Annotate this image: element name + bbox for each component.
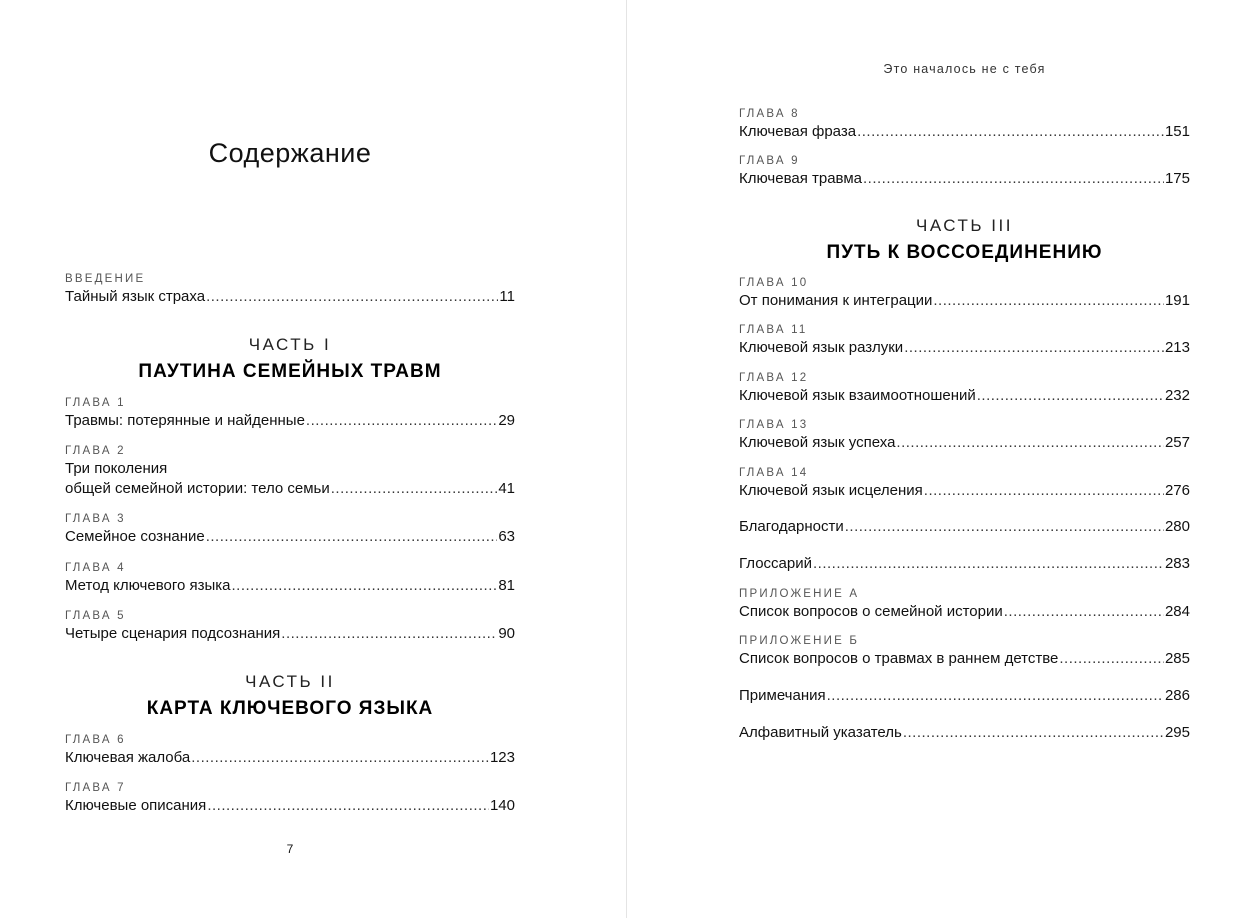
dot-leader: [977, 386, 1164, 406]
toc-row: [65, 748, 515, 768]
toc-entry-chapter-9: [739, 153, 1190, 189]
entry-label: ГЛАВА 9: [739, 155, 800, 167]
entry-title: Ключевая жалоба: [65, 749, 191, 766]
dot-leader: [207, 796, 489, 816]
dot-leader: [281, 624, 497, 644]
toc-entry-chapter-1: [65, 395, 515, 431]
entry-title: Ключевая травма: [739, 170, 863, 187]
entry-page: 140: [489, 797, 515, 814]
dot-leader: [191, 748, 489, 768]
dot-leader: [206, 527, 498, 547]
entry-title: Примечания: [739, 687, 826, 704]
entry-page: 29: [498, 412, 515, 429]
entry-title: общей семейной истории: тело семьи: [65, 480, 330, 497]
entry-page: 286: [1164, 687, 1190, 704]
entry-label: ГЛАВА 5: [65, 610, 126, 622]
entry-title: Четыре сценария подсознания: [65, 625, 281, 642]
toc-entry-chapter-14: [739, 465, 1190, 501]
dot-leader: [1004, 602, 1164, 622]
toc-row: [739, 649, 1190, 669]
entry-page: 276: [1164, 482, 1190, 499]
entry-page: 41: [498, 480, 515, 497]
dot-leader: [827, 686, 1164, 706]
dot-leader: [896, 433, 1164, 453]
entry-page: 63: [498, 528, 515, 545]
toc-row: [739, 291, 1190, 311]
running-head: Это началось не с тебя: [883, 62, 1046, 76]
dot-leader: [903, 723, 1164, 743]
part-label: ЧАСТЬ I: [248, 335, 332, 354]
entry-title: Благодарности: [739, 518, 844, 535]
toc-row: [65, 527, 515, 547]
entry-page: 280: [1164, 518, 1190, 535]
toc-entry-appendix-b: [739, 633, 1190, 669]
entry-title: Список вопросов о семейной истории: [739, 603, 1003, 620]
toc-entry-chapter-4: [65, 560, 515, 596]
page-number: 7: [286, 842, 294, 856]
entry-title: Тайный язык страха: [65, 288, 206, 305]
dot-leader: [1059, 649, 1164, 669]
entry-page: 257: [1164, 434, 1190, 451]
entry-page: 90: [498, 625, 515, 642]
entry-page: 285: [1164, 650, 1190, 667]
toc-row: [739, 338, 1190, 358]
entry-title: Ключевые описания: [65, 797, 207, 814]
dot-leader: [933, 291, 1164, 311]
entry-title: Ключевой язык исцеления: [739, 482, 923, 499]
right-page: [627, 0, 1252, 918]
toc-entry-chapter-11: [739, 322, 1190, 358]
dot-leader: [306, 411, 497, 431]
entry-title: Метод ключевого языка: [65, 577, 231, 594]
dot-leader: [232, 576, 498, 596]
toc-row: [65, 287, 515, 307]
entry-label: ГЛАВА 2: [65, 445, 126, 457]
toc-entry-notes: [739, 686, 1190, 706]
entry-label: ГЛАВА 1: [65, 397, 126, 409]
entry-page: 295: [1164, 724, 1190, 741]
toc-row: [739, 554, 1190, 574]
entry-label: ПРИЛОЖЕНИЕ Б: [739, 635, 860, 647]
part-label: ЧАСТЬ III: [916, 216, 1013, 235]
part-title: ПАУТИНА СЕМЕЙНЫХ ТРАВМ: [138, 361, 442, 382]
entry-title: Ключевой язык взаимоотношений: [739, 387, 976, 404]
entry-title: Ключевая фраза: [739, 123, 857, 140]
dot-leader: [331, 479, 498, 499]
toc-row: [739, 386, 1190, 406]
dot-leader: [857, 122, 1164, 142]
entry-page: 81: [498, 577, 515, 594]
entry-label: ГЛАВА 6: [65, 734, 126, 746]
entry-page: 191: [1164, 292, 1190, 309]
toc-entry-appendix-a: [739, 586, 1190, 622]
entry-page: 284: [1164, 603, 1190, 620]
part-title: ПУТЬ К ВОССОЕДИНЕНИЮ: [826, 242, 1103, 263]
part-label: ЧАСТЬ II: [245, 672, 335, 691]
entry-label: ГЛАВА 7: [65, 782, 126, 794]
toc-row: [65, 796, 515, 816]
entry-title: Список вопросов о травмах в раннем детстве: [739, 650, 1059, 667]
entry-label: ГЛАВА 4: [65, 562, 126, 574]
entry-page: 123: [489, 749, 515, 766]
dot-leader: [206, 287, 498, 307]
entry-label: ГЛАВА 13: [739, 419, 809, 431]
toc-entry-chapter-8: [739, 106, 1190, 142]
toc-row: [739, 169, 1190, 189]
entry-title: Травмы: потерянные и найденные: [65, 412, 305, 429]
entry-label: ГЛАВА 12: [739, 372, 809, 384]
toc-row: [739, 122, 1190, 142]
toc-entry-chapter-13: [739, 417, 1190, 453]
part-title: КАРТА КЛЮЧЕВОГО ЯЗЫКА: [146, 698, 434, 719]
entry-page: 232: [1164, 387, 1190, 404]
toc-entry-chapter-6: [65, 732, 515, 768]
entry-title: От понимания к интеграции: [739, 292, 933, 309]
entry-label: ГЛАВА 10: [739, 277, 809, 289]
entry-title: Ключевой язык разлуки: [739, 339, 904, 356]
dot-leader: [813, 554, 1164, 574]
toc-entry-intro: [65, 271, 515, 307]
toc-row: [65, 411, 515, 431]
entry-page: 213: [1164, 339, 1190, 356]
entry-label: ГЛАВА 8: [739, 108, 800, 120]
entry-label: ПРИЛОЖЕНИЕ А: [739, 588, 860, 600]
toc-row: [739, 602, 1190, 622]
dot-leader: [863, 169, 1164, 189]
entry-page: 151: [1164, 123, 1190, 140]
dot-leader: [924, 481, 1164, 501]
toc-row: [739, 517, 1190, 537]
toc-row: [739, 686, 1190, 706]
entry-page: 175: [1164, 170, 1190, 187]
toc-row: [65, 624, 515, 644]
entry-label: ГЛАВА 14: [739, 467, 809, 479]
entry-label: ВВЕДЕНИЕ: [65, 273, 146, 285]
dot-leader: [845, 517, 1164, 537]
toc-entry-chapter-7: [65, 780, 515, 816]
toc-entry-chapter-5: [65, 608, 515, 644]
toc-entry-acknowledgements: [739, 517, 1190, 537]
entry-title: Семейное сознание: [65, 528, 205, 545]
entry-page: 283: [1164, 555, 1190, 572]
toc-entry-chapter-12: [739, 370, 1190, 406]
entry-title: Ключевой язык успеха: [739, 434, 896, 451]
toc-entry-chapter-3: [65, 511, 515, 547]
entry-label: ГЛАВА 11: [739, 324, 808, 336]
entry-title: Глоссарий: [739, 555, 812, 572]
entry-page: 11: [499, 288, 515, 305]
toc-entry-chapter-10: [739, 275, 1190, 311]
entry-title-line: Три поколения: [65, 460, 168, 477]
toc-entry-glossary: [739, 554, 1190, 574]
entry-title: Алфавитный указатель: [739, 724, 902, 741]
toc-row: [739, 433, 1190, 453]
toc-row: [739, 723, 1190, 743]
toc-entry-chapter-2: [65, 443, 515, 499]
toc-row: [65, 576, 515, 596]
toc-entry-index: [739, 723, 1190, 743]
toc-row: [739, 481, 1190, 501]
toc-row: [65, 479, 515, 499]
toc-title: Содержание: [208, 138, 372, 168]
entry-label: ГЛАВА 3: [65, 513, 126, 525]
dot-leader: [904, 338, 1164, 358]
